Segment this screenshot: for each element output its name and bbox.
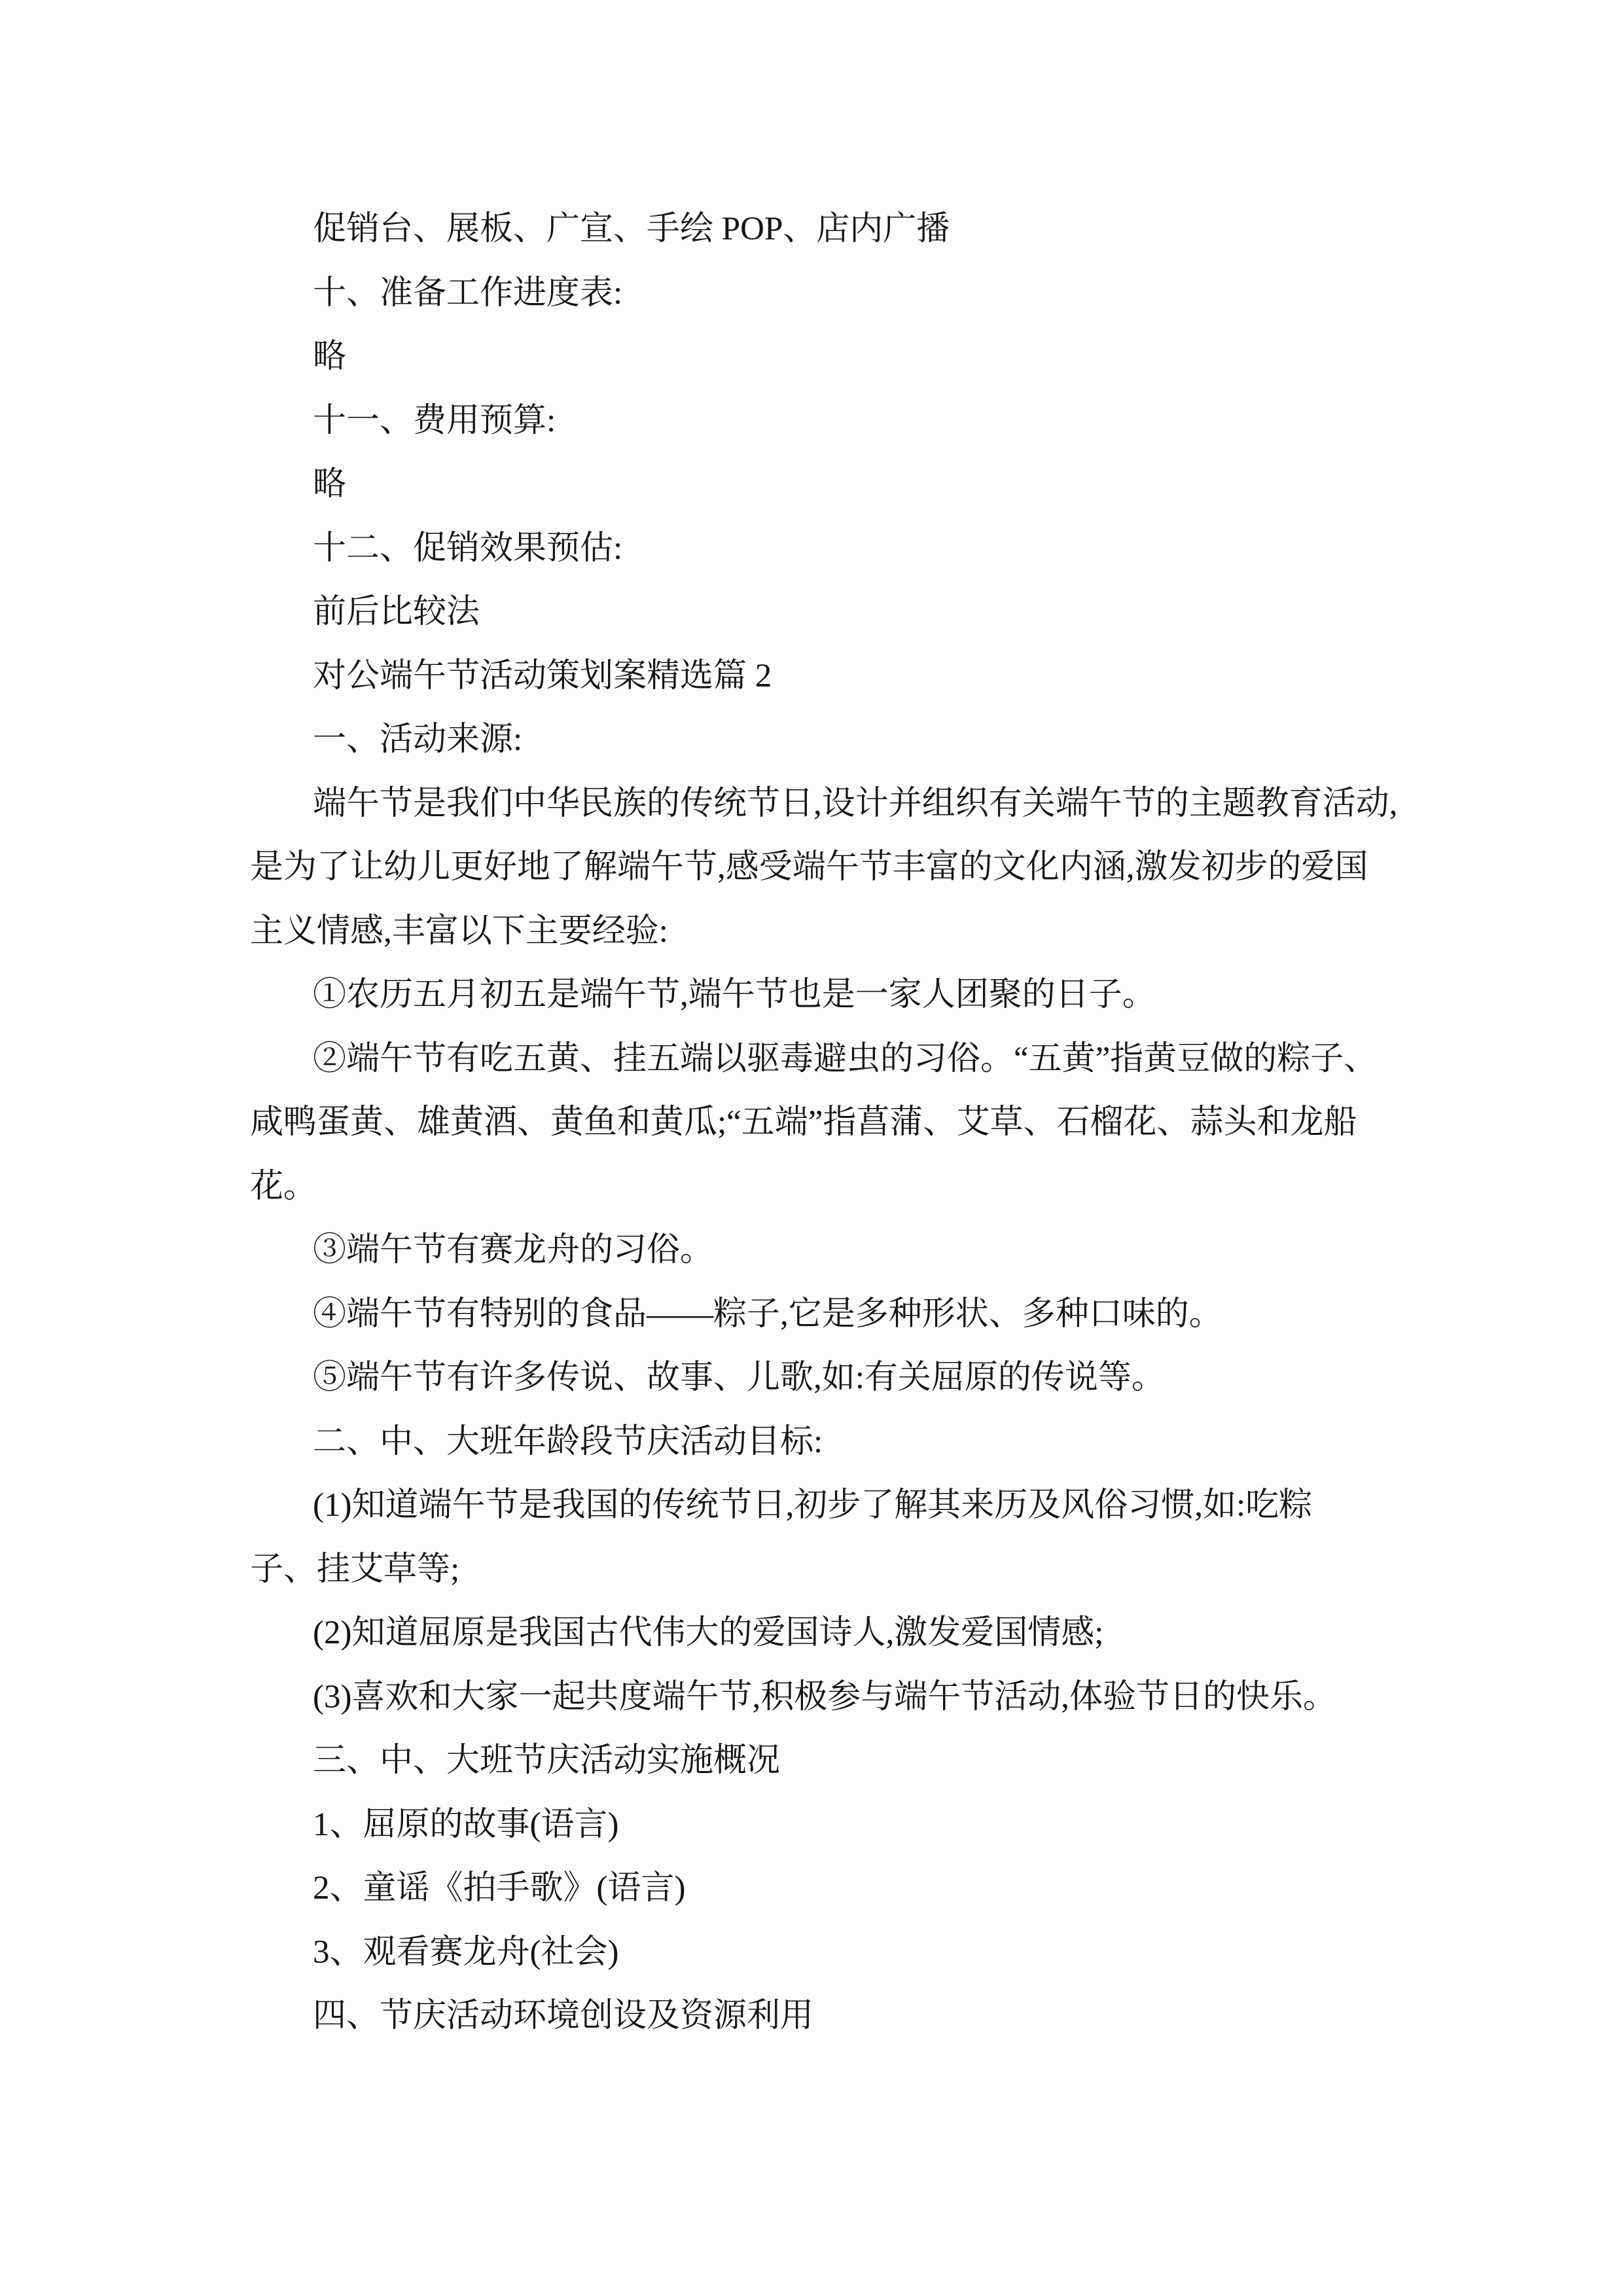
text-line: 子、挂艾草等; [250, 1551, 460, 1588]
text-line: 四、节庆活动环境创设及资源利用 [313, 1998, 814, 2034]
document-text [250, 198, 1428, 2049]
text-line: 三、中、大班节庆活动实施概况 [313, 1742, 781, 1779]
text-line: 二、中、大班年龄段节庆活动目标: [313, 1423, 823, 1460]
text-line: 略 [313, 466, 347, 503]
text-line: ③端午节有赛龙舟的习俗。 [313, 1232, 714, 1268]
text-line: 是为了让幼儿更好地了解端午节,感受端午节丰富的文化内涵,激发初步的爱国 [250, 849, 1368, 886]
text-line: (3)喜欢和大家一起共度端午节,积极参与端午节活动,体验节日的快乐。 [313, 1678, 1336, 1715]
text-line: 十、准备工作进度表: [313, 274, 623, 312]
text-line: (1)知道端午节是我国的传统节日,初步了解其来历及风俗习惯,如:吃粽 [313, 1487, 1313, 1524]
text-line: ②端午节有吃五黄、挂五端以驱毒避虫的习俗。“五黄”指黄豆做的粽子、 [313, 1040, 1378, 1077]
text-line: ⑤端午节有许多传说、故事、儿歌,如:有关屈原的传说等。 [313, 1359, 1165, 1396]
text-line: 1、屈原的故事(语言) [313, 1806, 619, 1843]
text-line: 一、活动来源: [313, 721, 523, 758]
text-line: 略 [313, 338, 347, 375]
text-line: ④端午节有特别的食品——粽子,它是多种形状、多种口味的。 [313, 1295, 1222, 1333]
text-line: 3、观看赛龙舟(社会) [313, 1933, 619, 1971]
text-line: 主义情感,丰富以下主要经验: [250, 912, 668, 950]
text-line: (2)知道屈原是我国古代伟大的爱国诗人,激发爱国情感; [313, 1615, 1104, 1651]
text-line: 十一、费用预算: [313, 402, 556, 439]
text-line: ①农历五月初五是端午节,端午节也是一家人团聚的日子。 [313, 977, 1156, 1013]
text-line: 前后比较法 [313, 594, 480, 630]
text-line: 咸鸭蛋黄、雄黄酒、黄鱼和黄瓜;“五端”指菖蒲、艾草、石榴花、蒜头和龙船 [250, 1104, 1357, 1141]
text-line: 十二、促销效果预估: [313, 529, 623, 567]
text-line: 端午节是我们中华民族的传统节日,设计并组织有关端午节的主题教育活动, [313, 785, 1398, 822]
text-line: 花。 [250, 1168, 317, 1205]
text-line: 对公端午节活动策划案精选篇 2 [313, 657, 772, 694]
text-line: 2、童谣《拍手歌》(语言) [313, 1870, 686, 1907]
text-line: 促销台、展板、广宣、手绘 POP、店内广播 [313, 211, 950, 247]
